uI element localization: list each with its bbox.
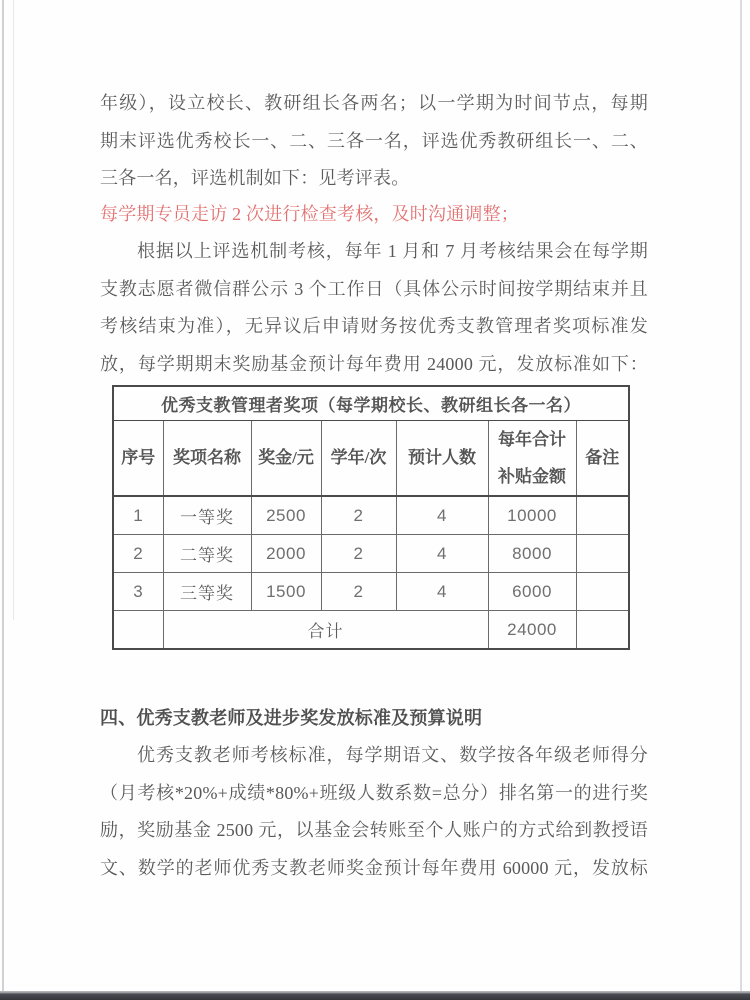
cell-seq: 1 — [113, 496, 163, 535]
header-people: 预计人数 — [396, 421, 488, 497]
paragraph-1-line-1: 年级），设立校长、教研组长各两名；以一学期为时间节点，每期 — [100, 93, 648, 113]
table-title-row — [113, 386, 629, 421]
header-total — [488, 421, 576, 497]
cell-total: 8000 — [488, 535, 576, 573]
paragraph-1-line-2: 期末评选优秀校长一、二、三各一名，评选优秀教研组长一、二、 — [100, 130, 648, 151]
table-total-row — [113, 611, 629, 650]
paragraph-1 — [100, 85, 648, 198]
table-row — [113, 496, 629, 535]
header-seq: 序号 — [113, 421, 163, 497]
total-label: 合计 — [163, 611, 488, 650]
table-title: 优秀支教管理者奖项（每学期校长、教研组长各一名） — [113, 386, 629, 421]
table-row — [113, 573, 629, 611]
cell-people: 4 — [396, 535, 488, 573]
header-remark: 备注 — [576, 421, 629, 497]
cell-remark — [576, 535, 629, 573]
scan-bottom-shadow-strip — [0, 991, 750, 1000]
paragraph-3-line-1: 优秀支教老师考核标准，每学期语文、数学按各年级老师得分 — [137, 745, 648, 765]
paragraph-2-line-4: 放，每学期期末奖励基金预计每年费用 24000 元，发放标准如下： — [100, 353, 648, 374]
award-standard-table — [112, 385, 630, 650]
cell-amount: 2500 — [251, 496, 321, 535]
cell-seq: 2 — [113, 535, 163, 573]
cell-per-year: 2 — [321, 535, 396, 573]
cell-award: 三等奖 — [163, 573, 251, 611]
paragraph-2-line-3: 考核结束为准），无异议后申请财务按优秀支教管理者奖项标准发 — [100, 316, 648, 336]
header-per-year: 学年/次 — [321, 421, 396, 497]
paragraph-2 — [100, 233, 648, 383]
cell-people: 4 — [396, 573, 488, 611]
total-empty-seq — [113, 611, 163, 650]
cell-remark — [576, 573, 629, 611]
cell-per-year: 2 — [321, 496, 396, 535]
cell-total: 6000 — [488, 573, 576, 611]
cell-remark — [576, 496, 629, 535]
header-amount: 奖金/元 — [251, 421, 321, 497]
section-4 — [100, 700, 648, 738]
header-award: 奖项名称 — [163, 421, 251, 497]
cell-total: 10000 — [488, 496, 576, 535]
red-note-text: 每学期专员走访 2 次进行检查考核，及时沟通调整； — [100, 204, 519, 224]
total-value: 24000 — [488, 611, 576, 650]
cell-seq: 3 — [113, 573, 163, 611]
cell-award: 二等奖 — [163, 535, 251, 573]
paragraph-3 — [100, 737, 648, 887]
paragraph-3-line-2: （月考核*20%+成绩*80%+班级人数系数=总分）排名第一的进行奖 — [100, 782, 648, 803]
red-note — [100, 196, 648, 234]
cell-amount: 1500 — [251, 573, 321, 611]
paragraph-1-line-3: 三各一名，评选机制如下：见考评表。 — [100, 168, 410, 188]
paragraph-3-line-4: 文、数学的老师优秀支教老师奖金预计每年费用 60000 元，发放标 — [100, 857, 648, 878]
paragraph-2-line-2: 支教志愿者微信群公示 3 个工作日（具体公示时间按学期结束并且 — [100, 278, 648, 299]
cell-per-year: 2 — [321, 573, 396, 611]
section-4-heading: 四、优秀支教老师及进步奖发放标准及预算说明 — [100, 708, 483, 728]
header-total-text: 每年合计补贴金额 — [498, 430, 566, 486]
scan-edge-left-line — [2, 0, 4, 1000]
table-header-row — [113, 421, 629, 497]
total-empty-remark — [576, 611, 629, 650]
cell-amount: 2000 — [251, 535, 321, 573]
scan-edge-right-line — [740, 0, 742, 1000]
cell-people: 4 — [396, 496, 488, 535]
cell-award: 一等奖 — [163, 496, 251, 535]
paragraph-2-line-1: 根据以上评选机制考核，每年 1 月和 7 月考核结果会在每学期 — [137, 241, 648, 261]
paragraph-3-line-3: 励，奖励基金 2500 元，以基金会转账至个人账户的方式给到教授语 — [100, 820, 648, 840]
scan-edge-left-faint-line — [13, 0, 14, 620]
table-row — [113, 535, 629, 573]
